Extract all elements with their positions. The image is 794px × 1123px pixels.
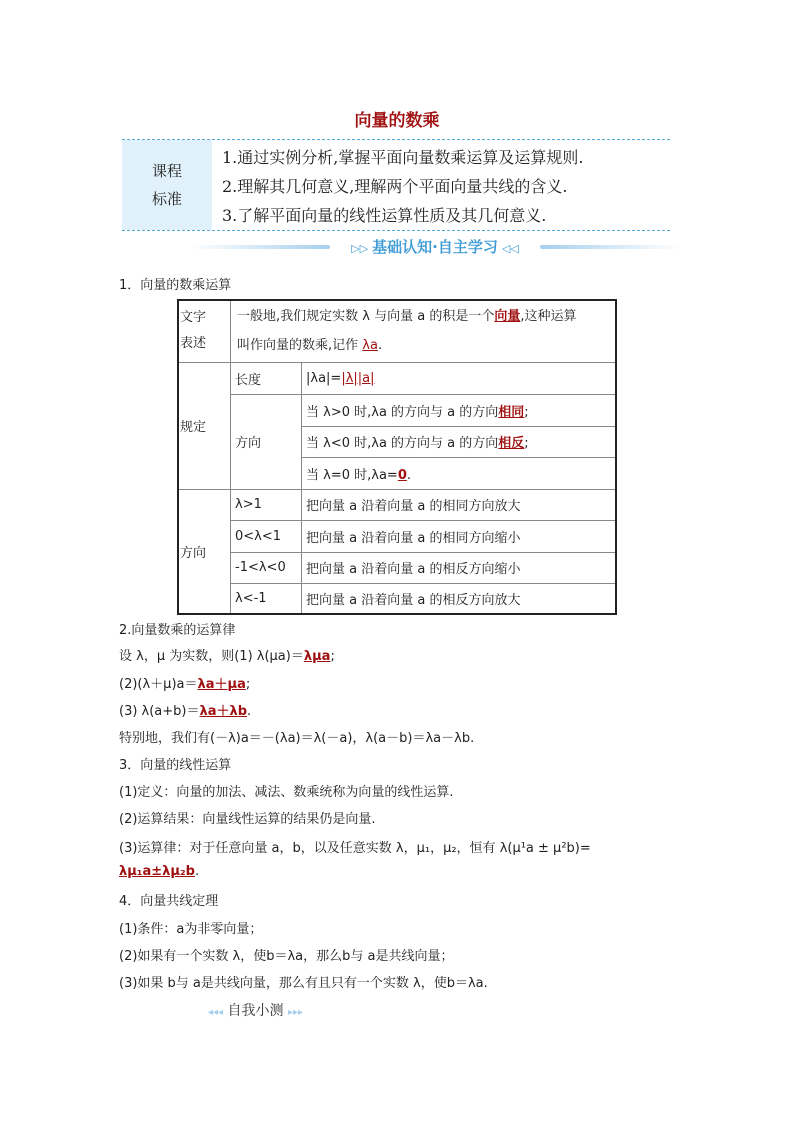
section-2-line-4: 特别地，我们有(－λ)a＝－(λa)＝λ(－a)，λ(a－b)＝λa－λb. [119,731,475,746]
curriculum-list [222,143,583,230]
section-2-line-1: 设 λ，μ 为实数，则(1) λ(μa)＝λμa; [119,649,335,664]
section-4-line-3: (3)如果 b与 a是共线向量，那么有且只有一个实数 λ，使b＝λa. [119,976,488,991]
table-label-direction: 方向 [231,394,302,489]
curriculum-item: 2.理解其几何意义,理解两个平面向量共线的含义. [222,177,568,196]
curriculum-item: 1.通过实例分析,掌握平面向量数乘运算及运算规则. [222,148,584,167]
section-3-line-1: (1)定义：向量的加法、减法、数乘统称为向量的线性运算. [119,785,454,800]
chevron-left-icon: ◁◁ [501,242,519,255]
section-4-heading: 4．向量共线定理 [119,894,219,909]
chevron-right-icon: ▷▷ [351,242,369,255]
table-label-length: 长度 [231,362,302,394]
curriculum-label-line2: 标准 [151,190,182,208]
table-label-rule: 规定 [178,362,231,489]
section-4-line-2: (2)如果有一个实数 λ，使b＝λa，那么b与 a是共线向量； [119,949,454,964]
table-label-description: 文字 表述 [178,300,231,362]
table-length-cell: |λa|=|λ||a| [302,362,617,394]
self-test-heading: ◂◂◂ 自我小测 ▸▸▸ [208,1003,304,1019]
section-3-line-4: λμ₁a±λμ₂b. [119,864,200,879]
curriculum-standard-box [122,139,670,231]
page-title: 向量的数乘 [354,111,440,131]
banner-text: 基础认知·自主学习 [372,238,498,256]
section-3-line-2: (2)运算结果：向量线性运算的结果仍是向量. [119,812,376,827]
scalar-multiplication-table [177,299,617,615]
right-arrows-icon: ▸▸▸ [287,1007,304,1018]
section-banner [190,236,680,258]
case-description: 把向量 a 沿着向量 a 的相同方向放大 [302,489,617,520]
table-direction-zero: 当 λ=0 时,λa=0. [302,457,617,489]
section-3-heading: 3．向量的线性运算 [119,758,232,773]
table-label-direction-2: 方向 [178,489,231,614]
case-description: 把向量 a 沿着向量 a 的相反方向放大 [302,583,617,614]
case-description: 把向量 a 沿着向量 a 的相同方向缩小 [302,520,617,552]
section-4-line-1: (1)条件：a为非零向量； [119,922,263,937]
left-arrows-icon: ◂◂◂ [208,1007,224,1018]
case-condition: λ<-1 [231,583,302,614]
section-3-line-3: (3)运算律：对于任意向量 a，b，以及任意实数 λ，μ₁，μ₂，恒有 λ(μ¹a ± μ²b)= [119,841,591,856]
table-direction-positive: 当 λ>0 时,λa 的方向与 a 的方向相同; [302,394,617,426]
section-1-heading: 1．向量的数乘运算 [119,278,232,293]
table-direction-negative: 当 λ<0 时,λa 的方向与 a 的方向相反; [302,426,617,457]
curriculum-label [122,140,212,230]
case-description: 把向量 a 沿着向量 a 的相反方向缩小 [302,552,617,583]
curriculum-item: 3.了解平面向量的线性运算性质及其几何意义. [222,206,547,225]
case-condition: 0<λ<1 [231,520,302,552]
section-2-line-3: (3) λ(a+b)＝λa＋λb. [119,704,252,719]
curriculum-label-line1: 课程 [151,162,182,180]
section-2-line-2: (2)(λ＋μ)a＝λa＋μa; [119,677,251,692]
case-condition: -1<λ<0 [231,552,302,583]
case-condition: λ>1 [231,489,302,520]
section-2-heading: 2.向量数乘的运算律 [119,623,236,638]
table-description-cell: 一般地,我们规定实数 λ 与向量 a 的积是一个向量,这种运算 叫作向量的数乘,记作 λa. [231,300,617,362]
